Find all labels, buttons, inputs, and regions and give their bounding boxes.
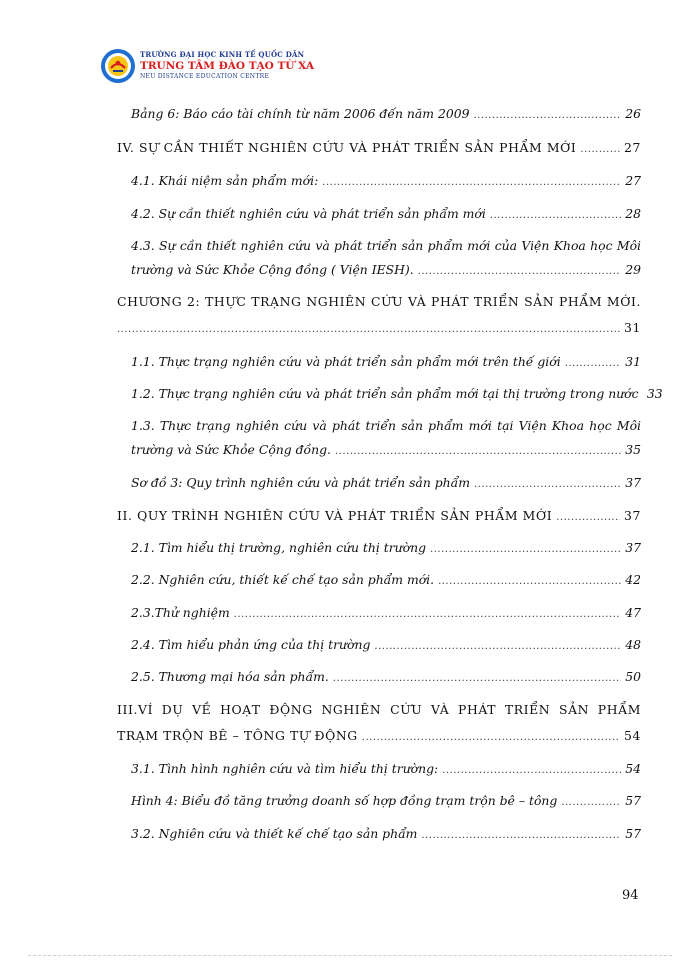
toc-entry-section-3[interactable] [117,728,641,746]
toc-page-number: 57 [625,826,641,841]
toc-entry-1-1[interactable] [131,354,641,372]
toc-entry-title: TRẠM TRỘN BÊ – TÔNG TỰ ĐỘNG [117,728,358,743]
toc-entry-title: 1.1. Thực trạng nghiên cứu và phát triển sản phẩm mới trên thế giới [131,354,561,369]
toc-entry-hinh-4[interactable] [131,793,641,811]
toc-entry-2-3[interactable] [131,605,641,623]
toc-entry-title: 4.2. Sự cần thiết nghiên cứu và phát triển sản phẩm mới [131,206,486,221]
document-header [100,46,360,86]
toc-leader-dots [374,639,621,655]
header-university: TRƯỜNG ĐẠI HỌC KINH TẾ QUỐC DÂN [140,50,305,59]
toc-page-number: 47 [625,605,641,620]
toc-entry-title: 1.2. Thực trạng nghiên cứu và phát triển sản phẩm mới tại thị trường trong nước [131,386,639,401]
toc-entry-title: 2.1. Tìm hiểu thị trường, nghiên cứu thị trường [131,540,427,555]
toc-page-number: 27 [624,140,641,155]
toc-leader-dots [430,542,621,558]
toc-leader-dots [335,444,621,460]
toc-page-number: 48 [625,637,641,652]
toc-leader-dots [490,208,621,224]
toc-leader-dots [362,730,620,746]
toc-leader-dots [474,477,621,493]
toc-entry-1-3[interactable] [131,442,641,460]
toc-entry-4-1[interactable] [131,173,641,191]
toc-page-number: 31 [624,320,641,335]
toc-page-number: 33 [646,386,663,401]
toc-leader-dots [438,574,621,590]
toc-entry-title: Hình 4: Biểu đồ tăng trưởng doanh số hợp đồng trạm trộn bê – tông [131,793,558,808]
toc-entry-2-2[interactable] [131,572,641,590]
toc-page-number: 37 [624,508,641,523]
toc-entry-3-1[interactable] [131,761,641,779]
toc-leader-dots [474,108,622,124]
toc-entry-title: 3.2. Nghiên cứu và thiết kế chế tạo sản phẩm [131,826,418,841]
toc-entry-title: 2.4. Tìm hiểu phản ứng của thị trường [131,637,371,652]
toc-entry-1-2[interactable] [131,386,663,404]
toc-page-number: 54 [625,761,641,776]
toc-page-number: 26 [625,106,641,121]
toc-leader-dots [580,142,620,158]
toc-entry-chapter-2-line1[interactable]: CHƯƠNG 2: THỰC TRẠNG NGHIÊN CỨU VÀ PHÁT TRIỂN SẢN PHẨM MỚI. [117,294,641,309]
toc-page-number: 57 [625,793,641,808]
toc-leader-dots [556,510,620,526]
toc-leader-dots [442,763,621,779]
header-text [140,50,314,80]
toc-entry-title: IV. SỰ CẦN THIẾT NGHIÊN CỨU VÀ PHÁT TRIỂN SẢN PHẨM MỚI [117,140,577,155]
toc-entry-title: 3.1. Tình hình nghiên cứu và tìm hiểu thị trường: [131,761,439,776]
toc-entry-title: 2.5. Thương mại hóa sản phẩm. [131,669,329,684]
toc-entry-3-2[interactable] [131,826,641,844]
toc-entry-chapter-2[interactable] [117,320,641,338]
toc-entry-title: trường và Sức Khỏe Cộng đồng. [131,442,331,457]
toc-entry-1-3-line1[interactable]: 1.3. Thực trạng nghiên cứu và phát triển sản phẩm mới tại Viện Khoa học Môi [131,418,641,433]
toc-leader-dots [117,322,620,338]
toc-entry-title: 2.3.Thử nghiệm [131,605,230,620]
toc-entry-title: 4.1. Khái niệm sản phẩm mới: [131,173,319,188]
toc-page-number: 37 [625,540,641,555]
toc-entry-section-3-line1[interactable]: III.VÍ DỤ VỀ HOẠT ĐỘNG NGHIÊN CỨU VÀ PHÁT TRIỂN SẢN PHẨM [117,702,641,717]
toc-entry-title: trường và Sức Khỏe Cộng đồng ( Viện IESH). [131,262,414,277]
toc-entry-4-2[interactable] [131,206,641,224]
header-centre-en: NEU DISTANCE EDUCATION CENTRE [140,73,270,80]
header-centre: TRUNG TÂM ĐÀO TẠO TỪ XA [140,60,315,72]
toc-leader-dots [322,175,621,191]
toc-page-number: 37 [625,475,641,490]
toc-entry-section-2[interactable] [117,508,641,526]
toc-entry-2-1[interactable] [131,540,641,558]
toc-leader-dots [565,356,621,372]
toc-page-number: 27 [625,173,641,188]
toc-leader-dots [333,671,621,687]
toc-page-number: 29 [625,262,641,277]
toc-entry-4-3-line1[interactable]: 4.3. Sự cần thiết nghiên cứu và phát triển sản phẩm mới của Viện Khoa học Môi [131,238,641,253]
toc-page-number: 35 [625,442,641,457]
toc-page-number: 54 [624,728,641,743]
toc-entry-title: Bảng 6: Báo cáo tài chính từ năm 2006 đến năm 2009 [131,106,470,121]
toc-page-number: 50 [625,669,641,684]
toc-entry-section-4[interactable] [117,140,641,158]
toc-page-number: 31 [625,354,641,369]
toc-page-number: 28 [625,206,641,221]
toc-entry-title: II. QUY TRÌNH NGHIÊN CỨU VÀ PHÁT TRIỂN SẢN PHẨM MỚI [117,508,553,523]
toc-leader-dots [234,607,621,623]
page-bottom-rule [28,955,672,956]
page-number: 94 [622,888,639,903]
neu-logo-icon [100,48,136,84]
toc-entry-title: Sơ đồ 3: Quy trình nghiên cứu và phát triển sản phẩm [131,475,470,490]
toc-entry-4-3[interactable] [131,262,641,280]
toc-leader-dots [561,795,621,811]
toc-entry-so-do-3[interactable] [131,475,641,493]
toc-page-number: 42 [625,572,641,587]
toc-leader-dots [421,828,621,844]
toc-entry-title: 2.2. Nghiên cứu, thiết kế chế tạo sản phẩm mới. [131,572,435,587]
toc-entry-2-4[interactable] [131,637,641,655]
toc-entry-2-5[interactable] [131,669,641,687]
toc-leader-dots [418,264,621,280]
toc-entry-bang6[interactable] [131,106,641,124]
